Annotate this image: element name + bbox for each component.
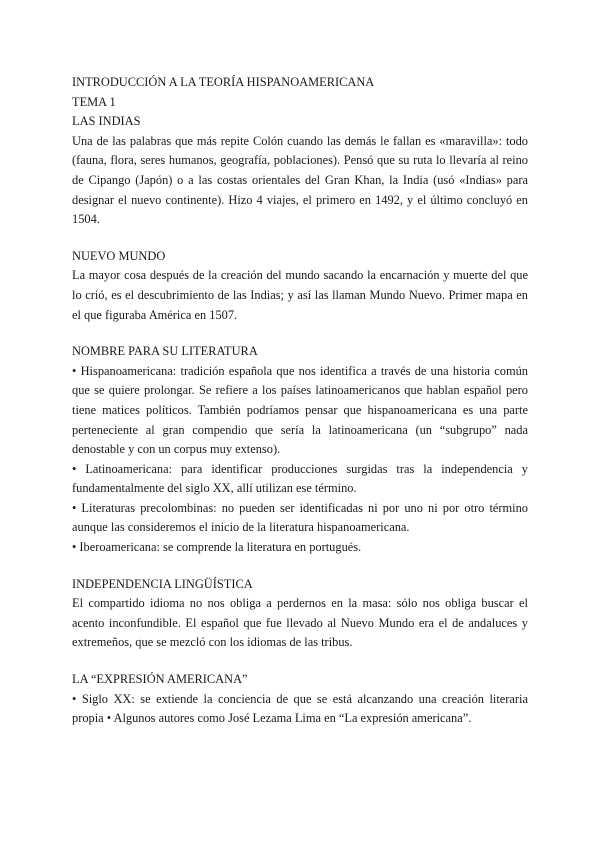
section-heading-expresion-americana: LA “EXPRESIÓN AMERICANA” [72, 672, 248, 687]
document-title: INTRODUCCIÓN A LA TEORÍA HISPANOAMERICANA [72, 75, 375, 89]
bullet-paragraph: • Iberoamericana: se comprende la literatura en portugués. [72, 540, 362, 555]
section-heading-nombre-literatura: NOMBRE PARA SU LITERATURA [72, 344, 258, 359]
document-body [72, 73, 528, 729]
document-subtitle: TEMA 1 [72, 94, 116, 109]
bullet-paragraph: • Hispanoamericana: tradición española que nos identifica a través de una historia común que se quiere prolongar. Se refiere a los países latinoamericanos que hablan español pero tiene matices políticos. También podríamos pensar que hispanoamericana es una parte perteneciente al gran compendio que sería la latinoamericana (un “subgrupo” nada denostable y con un corpus muy extenso). [72, 363, 528, 457]
section-heading-independencia: INDEPENDENCIA LINGÜÍSTICA [72, 576, 253, 591]
section-heading-las-indias: LAS INDIAS [72, 114, 141, 129]
bullet-paragraph: • Literaturas precolombinas: no pueden ser identificadas ni por uno ni por otro término aunque las consideremos el inicio de la literatura hispanoamericana. [72, 500, 528, 535]
section-paragraph: Una de las palabras que más repite Colón cuando las demás le fallan es «maravilla»: todo (fauna, flora, seres humanos, geografía, poblaciones). Pensó que su ruta lo llevaría al reino de Cipango (Japón) o a las costas orientales del Gran Khan, la India (usó «Indias» para designar el nuevo continente). Hizo 4 viajes, el primero en 1492, y el último concluyó en 1504. [72, 133, 528, 227]
section-heading-nuevo-mundo: NUEVO MUNDO [72, 248, 166, 263]
bullet-paragraph: • Siglo XX: se extiende la conciencia de que se está alcanzando una creación literaria propia • Algunos autores como José Lezama Lima en “La expresión americana”. [72, 691, 528, 726]
section-paragraph: El compartido idioma no nos obliga a perdernos en la masa: sólo nos obliga buscar el acento inconfundible. El español que fue llevado al Nuevo Mundo era el de andaluces y extremeños, que se mezcló con los idiomas de las tribus. [72, 596, 528, 650]
section-paragraph: La mayor cosa después de la creación del mundo sacando la encarnación y muerte del que lo crió, es el descubrimiento de las Indias; y así las llaman Mundo Nuevo. Primer mapa en el que figuraba América en 1507. [72, 268, 528, 322]
bullet-paragraph: • Latinoamericana: para identificar producciones surgidas tras la independencia y fundamentalmente del siglo XX, allí utilizan ese término. [72, 461, 528, 496]
